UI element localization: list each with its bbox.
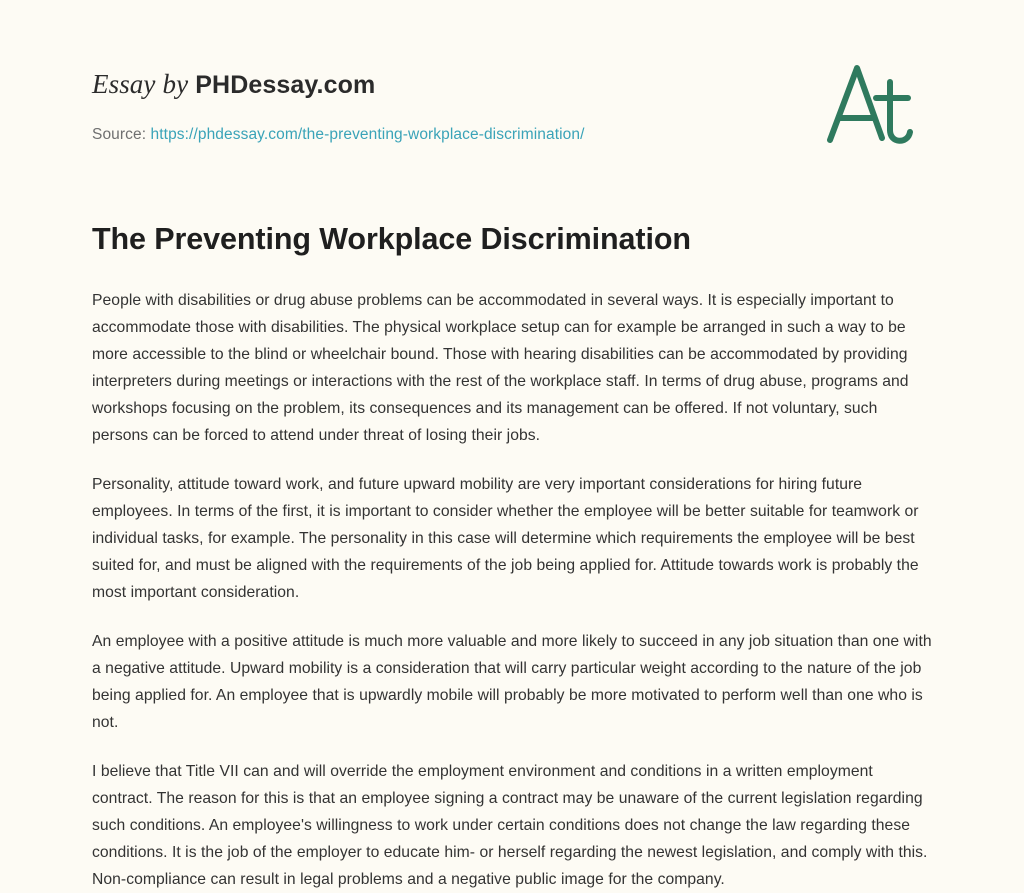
paragraph: People with disabilities or drug abuse problems can be accommodated in several ways. It is especially important to accommodate those with disabilities. The physical workplace setup can for example be arranged in such a way to be more accessible to the blind or wheelchair bound. Those with hearing disabilities can be accommodated by providing interpreters during meetings or interactions with the rest of the workplace staff. In terms of drug abuse, programs and workshops focusing on the problem, its consequences and its management can be offered. If not voluntary, such persons can be forced to attend under threat of losing their jobs. bbox=[92, 292, 909, 445]
paragraph: I believe that Title VII can and will override the employment environment and conditions in a written employment contract. The reason for this is that an employee signing a contract may be unaware of the current legislation regarding such conditions. An employee's willingness to work under certain conditions does not change the law regarding these conditions. It is the job of the employer to educate him- or herself regarding the newest legislation, and comply with this. Non-compliance can result in legal problems and a negative public image for the company. bbox=[92, 763, 928, 889]
page-title: The Preventing Workplace Discrimination bbox=[92, 222, 691, 257]
source-line bbox=[92, 126, 932, 144]
source-url-link[interactable]: https://phdessay.com/the-preventing-workplace-discrimination/ bbox=[150, 126, 585, 144]
article-body bbox=[92, 257, 932, 893]
brand-site-name: PHDessay.com bbox=[195, 71, 376, 99]
brand-essay-label: Essay bbox=[92, 69, 156, 99]
document-header bbox=[92, 0, 932, 144]
paragraph: An employee with a positive attitude is much more valuable and more likely to succeed in any job situation than one with a negative attitude. Upward mobility is a consideration that will carry particular weight according to the nature of the job being applied for. An employee that is upwardly mobile will probably be more motivated to perform well than one who is not. bbox=[92, 633, 932, 732]
aplus-logo-icon bbox=[812, 52, 932, 162]
brand-by-label: by bbox=[162, 69, 189, 99]
source-label: Source: bbox=[92, 126, 147, 144]
paragraph: Personality, attitude toward work, and future upward mobility are very important considerations for hiring future employees. In terms of the first, it is important to consider whether the employee will be better suitable for teamwork or individual tasks, for example. The personality in this case will determine which requirements the employee will be best suited for, and must be aligned with the requirements of the job being applied for. Attitude towards work is probably the most important consideration. bbox=[92, 476, 919, 602]
brand-line bbox=[92, 68, 932, 100]
